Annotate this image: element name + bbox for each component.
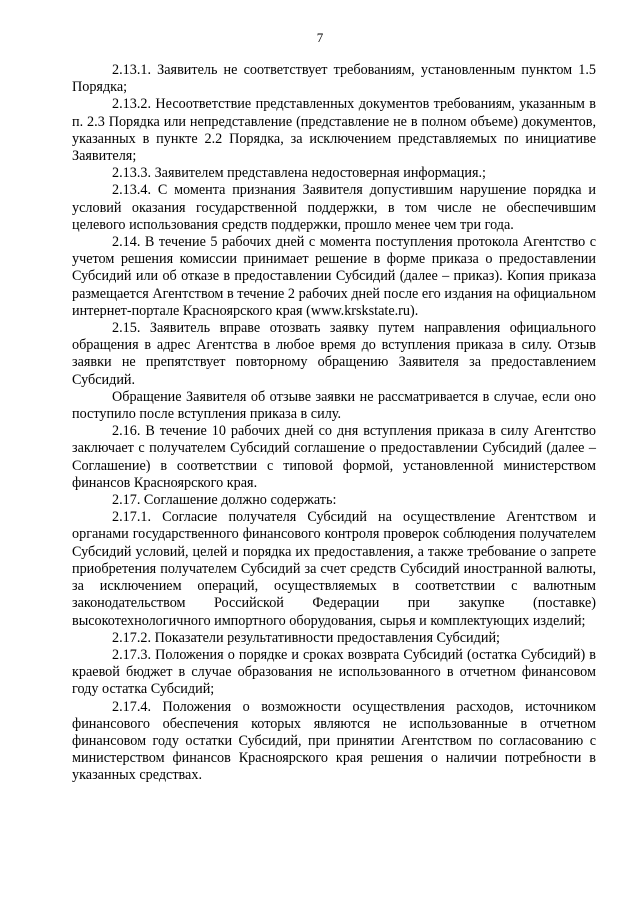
paragraph-2-13-4: 2.13.4. С момента признания Заявителя допустившим нарушение порядка и условий оказания государственной поддержки, в том числе не обеспечившим целевого использования средств поддержки, прошло менее чем три года.: [72, 182, 596, 233]
paragraph-2-17-1: 2.17.1. Согласие получателя Субсидий на осуществление Агентством и органами государственного финансового контроля проверок соблюдения получателем Субсидий условий, целей и порядка их предоставления, а также требование о запрете приобретения получателем Субсидий за счет средств Субсидий иностранной валюты, за исключением операций, осуществляемых в соответствии с валютным законодательством Российской Федерации при закупке (поставке) высокотехнологичного импортного оборудования, сырья и комплектующих изделий;: [72, 509, 596, 629]
paragraph-2-13-3: 2.13.3. Заявителем представлена недостоверная информация.;: [112, 165, 486, 182]
document-body: [72, 62, 596, 785]
paragraph-2-15: 2.15. Заявитель вправе отозвать заявку путем направления официального обращения в адрес Агентства в любое время до вступления приказа в силу. Отзыв заявки не препятствует повторному обращению Заявителя за предоставлением Субсидий.: [72, 320, 596, 388]
paragraph-2-17-4: 2.17.4. Положения о возможности осуществления расходов, источником финансового обеспечения которых являются не использованные в отчетном финансовом году остатки Субсидий, при принятии Агентством по согласованию с министерством финансов Красноярского края решения о наличии потребности в указанных средствах.: [72, 698, 596, 784]
paragraph-2-16: 2.16. В течение 10 рабочих дней со дня вступления приказа в силу Агентство заключает с получателем Субсидий соглашение о предоставлении Субсидий (далее – Соглашение) в соответствии с типовой формой, установленной министерством финансов Красноярского края.: [72, 423, 596, 491]
paragraph-2-13-2: 2.13.2. Несоответствие представленных документов требованиям, указанным в п. 2.3 Порядка или непредставление (представление не в полном объеме) документов, указанных в пункте 2.2 Порядка, за исключением представляемых по инициативе Заявителя;: [72, 96, 596, 165]
page-number: 7: [316, 30, 324, 45]
paragraph-2-17: 2.17. Соглашение должно содержать:: [112, 492, 337, 509]
paragraph-2-15-note: Обращение Заявителя об отзыве заявки не рассматривается в случае, если оно поступило после вступления приказа в силу.: [72, 388, 596, 423]
paragraph-2-13-1: 2.13.1. Заявитель не соответствует требованиям, установленным пунктом 1.5 Порядка;: [72, 62, 596, 96]
paragraph-2-14: 2.14. В течение 5 рабочих дней с момента поступления протокола Агентство с учетом решения комиссии принимает решение в форме приказа о предоставлении Субсидий или об отказе в предоставлении Субсидий (далее – приказ). Копия приказа размещается Агентством в течение 2 рабочих дней после его издания на официальном интернет-портале Красноярского края (www.krskstate.ru).: [72, 234, 596, 319]
paragraph-2-17-2: 2.17.2. Показатели результативности предоставления Субсидий;: [112, 629, 500, 646]
paragraph-2-17-3: 2.17.3. Положения о порядке и сроках возврата Субсидий (остатка Субсидий) в краевой бюджет в случае образования не использованного в отчетном финансовом году остатка Субсидий;: [72, 646, 596, 698]
